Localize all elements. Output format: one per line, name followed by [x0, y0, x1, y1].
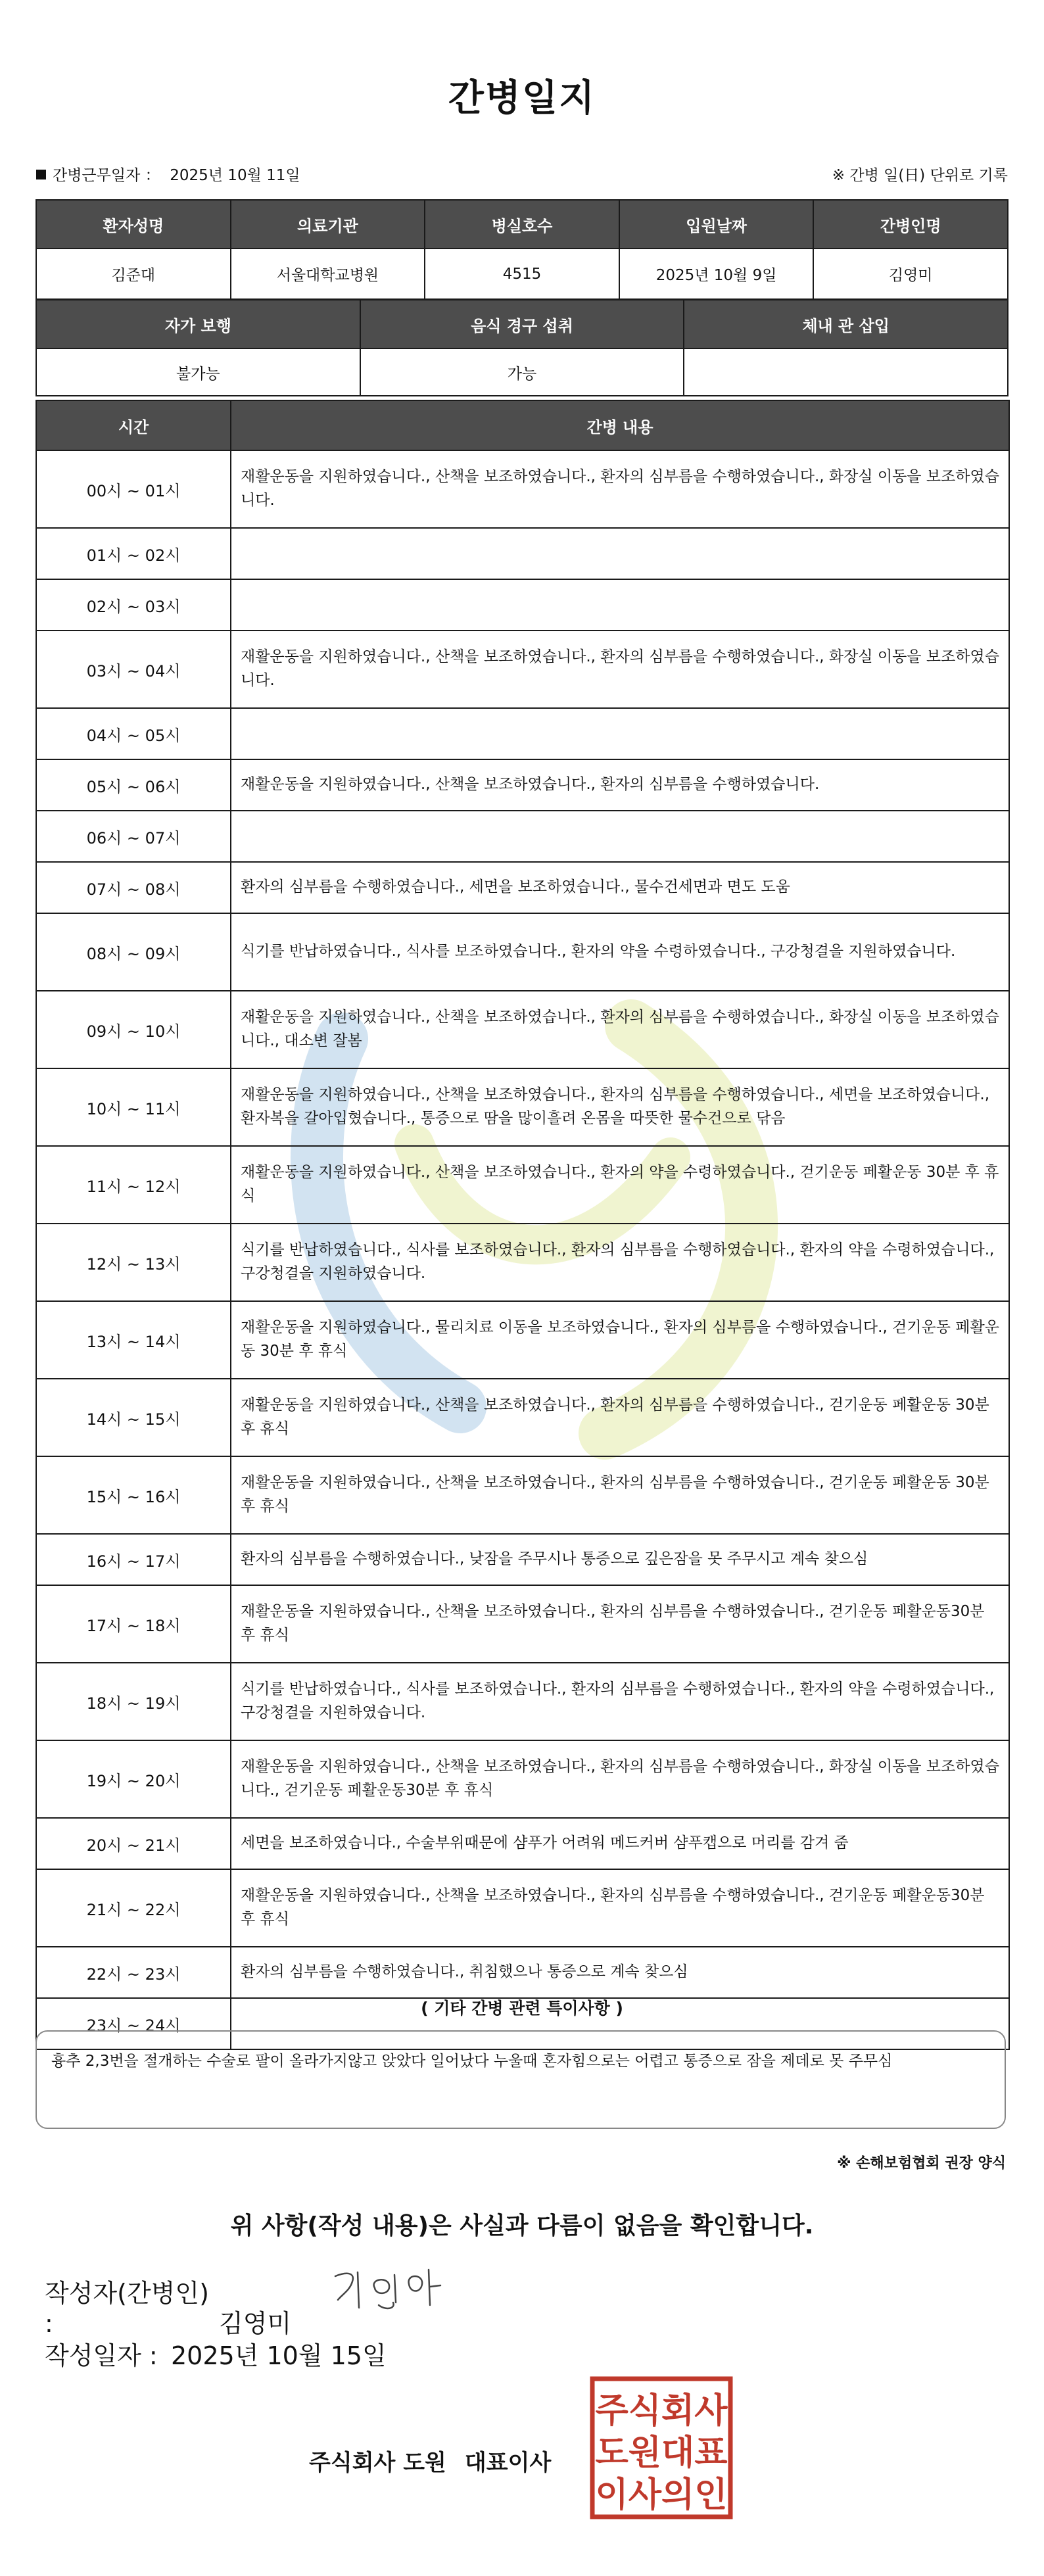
row-time: 15시 ~ 16시 [36, 1456, 231, 1534]
header-tube: 체내 관 삽입 [684, 300, 1008, 348]
notes-text: 흉추 2,3번을 절개하는 수술로 팔이 올라가지않고 앉았다 일어났다 누울때 혼자힘으로는 어렵고 통증으로 잠을 제데로 못 주무심 [51, 2053, 893, 2070]
notes-box [36, 2030, 1006, 2129]
row-time: 13시 ~ 14시 [36, 1301, 231, 1379]
unit-note: ※ 간병 일(日) 단위로 기록 [832, 167, 1008, 184]
header-hospital: 의료기관 [231, 200, 425, 249]
row-content: 재활운동을 지원하였습니다., 산책을 보조하였습니다., 환자의 심부름을 수행하였습니다., 화장실 이동을 보조하였습니다. [231, 450, 1009, 528]
row-content: 식기를 반납하였습니다., 식사를 보조하였습니다., 환자의 약을 수령하였습니다., 구강청결을 지원하였습니다. [231, 913, 1009, 991]
seal-line-3: 이사의인 [595, 2475, 728, 2515]
row-time: 02시 ~ 03시 [36, 579, 231, 631]
write-date-line [45, 2335, 387, 2372]
row-content: 환자의 심부름을 수행하였습니다., 낮잠을 주무시나 통증으로 깊은잠을 못 주무시고 계속 찾으심 [231, 1534, 1009, 1585]
header-patient-name: 환자성명 [36, 200, 231, 249]
tube-value [684, 348, 1008, 396]
row-content: 재활운동을 지원하였습니다., 산책을 보조하였습니다., 환자의 심부름을 수행하였습니다., 걷기운동 페활운동30분 후 휴식 [231, 1869, 1009, 1947]
company-line [309, 2445, 551, 2477]
walking-value: 불가능 [36, 348, 360, 396]
table-row [36, 759, 1009, 811]
recommended-form-note: ※ 손해보험협회 권장 양식 [837, 2155, 1006, 2172]
row-time: 06시 ~ 07시 [36, 811, 231, 862]
confirmation-statement: 위 사항(작성 내용)은 사실과 다름이 없음을 확인합니다. [230, 2212, 814, 2239]
company-seal-stamp [588, 2375, 734, 2521]
row-content [231, 811, 1009, 862]
row-time: 10시 ~ 11시 [36, 1068, 231, 1146]
work-date-label: 간병근무일자 ： [53, 167, 160, 184]
row-content: 재활운동을 지원하였습니다., 산책을 보조하였습니다., 환자의 심부름을 수행하였습니다., 걷기운동 페활운동 30분 후 휴식 [231, 1456, 1009, 1534]
page-title: 간병일지 [448, 77, 596, 120]
row-time: 07시 ~ 08시 [36, 862, 231, 913]
caregiver-name: 김영미 [813, 249, 1008, 299]
meta-row [36, 163, 1008, 185]
table-row [36, 862, 1009, 913]
header-room: 병실호수 [425, 200, 619, 249]
work-date [36, 163, 300, 185]
row-time: 17시 ~ 18시 [36, 1585, 231, 1663]
table-row [36, 991, 1009, 1068]
patient-name: 김준대 [36, 249, 231, 299]
row-content: 재활운동을 지원하였습니다., 산책을 보조하였습니다., 환자의 심부름을 수행하였습니다., 걷기운동 페활운동 30분 후 휴식 [231, 1379, 1009, 1456]
row-time: 01시 ~ 02시 [36, 528, 231, 579]
row-time: 16시 ~ 17시 [36, 1534, 231, 1585]
header-admission-date: 입원날짜 [619, 200, 814, 249]
care-log-table [36, 400, 1010, 2050]
seal-line-2: 도원대표 [595, 2433, 728, 2473]
row-content [231, 528, 1009, 579]
table-row [36, 811, 1009, 862]
table-row [36, 1224, 1009, 1301]
oral-intake-value: 가능 [360, 348, 684, 396]
table-row [36, 1534, 1009, 1585]
patient-info-table [36, 199, 1008, 300]
company-name: 주식회사 도원 [309, 2450, 446, 2476]
row-time: 11시 ~ 12시 [36, 1146, 231, 1224]
table-row [36, 1068, 1009, 1146]
row-time: 09시 ~ 10시 [36, 991, 231, 1068]
row-time: 12시 ~ 13시 [36, 1224, 231, 1301]
row-content: 식기를 반납하였습니다., 식사를 보조하였습니다., 환자의 심부름을 수행하였습니다., 환자의 약을 수령하였습니다., 구강청결을 지원하였습니다. [231, 1663, 1009, 1740]
handwritten-signature [329, 2262, 454, 2314]
write-date-value: 2025년 10월 15일 [171, 2341, 387, 2370]
company-role: 대표이사 [464, 2450, 552, 2476]
row-content [231, 708, 1009, 759]
row-content: 재활운동을 지원하였습니다., 산책을 보조하였습니다., 환자의 심부름을 수행하였습니다., 화장실 이동을 보조하였습니다., 대소변 잘봄 [231, 991, 1009, 1068]
table-row [36, 579, 1009, 631]
table-row [36, 913, 1009, 991]
room-number: 4515 [425, 249, 619, 299]
row-content [231, 579, 1009, 631]
work-date-value: 2025년 10월 11일 [170, 167, 300, 184]
row-content: 재활운동을 지원하였습니다., 물리치료 이동을 보조하였습니다., 환자의 심부름을 수행하였습니다., 걷기운동 페활운동 30분 후 휴식 [231, 1301, 1009, 1379]
row-content: 재활운동을 지원하였습니다., 산책을 보조하였습니다., 환자의 심부름을 수행하였습니다., 화장실 이동을 보조하였습니다., 걷기운동 페활운동30분 후 휴식 [231, 1740, 1009, 1818]
table-row [36, 528, 1009, 579]
seal-line-1: 주식회사 [595, 2391, 728, 2431]
row-time: 22시 ~ 23시 [36, 1947, 231, 1998]
table-row [36, 1379, 1009, 1456]
row-time: 21시 ~ 22시 [36, 1869, 231, 1947]
square-bullet-icon [36, 170, 46, 179]
table-row [36, 1456, 1009, 1534]
table-row [36, 450, 1009, 528]
notes-title: ( 기타 간병 관련 특이사항 ) [421, 1999, 623, 2018]
writer-name: 김영미 [219, 2309, 292, 2338]
header-oral-intake: 음식 경구 섭취 [360, 300, 684, 348]
row-time: 23시 ~ 24시 [36, 1998, 231, 2049]
header-time: 시간 [36, 400, 231, 450]
table-row [36, 708, 1009, 759]
row-content: 재활운동을 지원하였습니다., 산책을 보조하였습니다., 환자의 심부름을 수행하였습니다., 화장실 이동을 보조하였습니다. [231, 631, 1009, 708]
row-content: 환자의 심부름을 수행하였습니다., 취침했으나 통증으로 계속 찾으심 [231, 1947, 1009, 1998]
row-content: 세면을 보조하였습니다., 수술부위때문에 샴푸가 어려워 메드커버 샴푸캡으로 머리를 감겨 줌 [231, 1818, 1009, 1869]
table-row [36, 1146, 1009, 1224]
row-time: 00시 ~ 01시 [36, 450, 231, 528]
write-date-label: 작성일자 : [45, 2341, 158, 2370]
row-content: 재활운동을 지원하였습니다., 산책을 보조하였습니다., 환자의 약을 수령하였습니다., 걷기운동 페활운동 30분 후 휴식 [231, 1146, 1009, 1224]
row-time: 20시 ~ 21시 [36, 1818, 231, 1869]
writer-line [45, 2273, 291, 2339]
table-row [36, 1301, 1009, 1379]
row-time: 04시 ~ 05시 [36, 708, 231, 759]
table-row [36, 1818, 1009, 1869]
header-walking: 자가 보행 [36, 300, 360, 348]
table-row [36, 1740, 1009, 1818]
row-content: 재활운동을 지원하였습니다., 산책을 보조하였습니다., 환자의 심부름을 수행하였습니다. [231, 759, 1009, 811]
row-content: 재활운동을 지원하였습니다., 산책을 보조하였습니다., 환자의 심부름을 수행하였습니다., 세면을 보조하였습니다., 환자복을 갈아입혔습니다., 통증으로 땀을 많이흘려 온몸을 따뜻한 물수건으로 닦음 [231, 1068, 1009, 1146]
row-time: 03시 ~ 04시 [36, 631, 231, 708]
row-content: 재활운동을 지원하였습니다., 산책을 보조하였습니다., 환자의 심부름을 수행하였습니다., 걷기운동 페활운동30분 후 휴식 [231, 1585, 1009, 1663]
header-caregiver: 간병인명 [813, 200, 1008, 249]
row-time: 18시 ~ 19시 [36, 1663, 231, 1740]
table-row [36, 631, 1009, 708]
row-content: 환자의 심부름을 수행하였습니다., 세면을 보조하였습니다., 물수건세면과 면도 도움 [231, 862, 1009, 913]
header-content: 간병 내용 [231, 400, 1009, 450]
row-time: 14시 ~ 15시 [36, 1379, 231, 1456]
hospital: 서울대학교병원 [231, 249, 425, 299]
care-status-table [36, 299, 1008, 396]
admission-date: 2025년 10월 9일 [619, 249, 814, 299]
writer-label: 작성자(간병인) : [45, 2279, 209, 2338]
row-time: 19시 ~ 20시 [36, 1740, 231, 1818]
table-row [36, 1585, 1009, 1663]
table-row [36, 1869, 1009, 1947]
table-row [36, 1663, 1009, 1740]
row-time: 08시 ~ 09시 [36, 913, 231, 991]
table-row [36, 1947, 1009, 1998]
row-time: 05시 ~ 06시 [36, 759, 231, 811]
row-content: 식기를 반납하였습니다., 식사를 보조하였습니다., 환자의 심부름을 수행하였습니다., 환자의 약을 수령하였습니다., 구강청결을 지원하였습니다. [231, 1224, 1009, 1301]
